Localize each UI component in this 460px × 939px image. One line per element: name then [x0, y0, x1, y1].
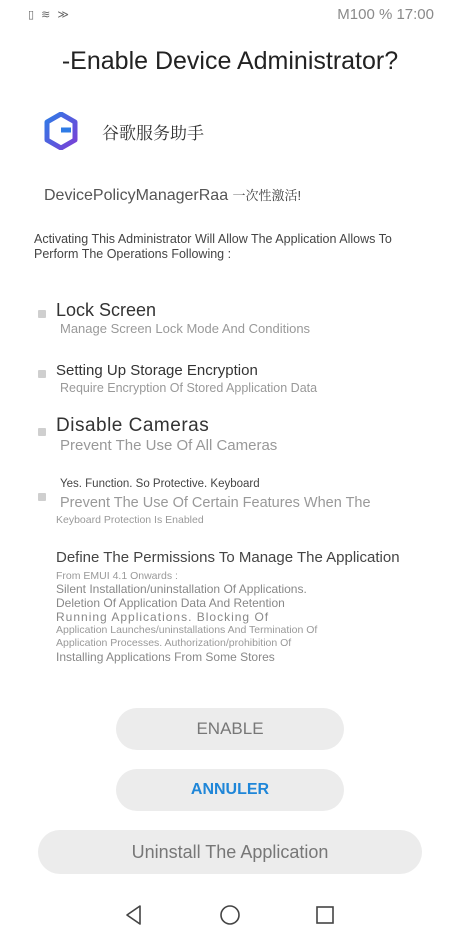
enable-button[interactable]: ENABLE	[116, 708, 344, 750]
details-line: Silent Installation/uninstallation Of Applications.	[56, 582, 307, 596]
intro-text: Activating This Administrator Will Allow The Application Allows To Perform The Operations Following :	[34, 232, 392, 261]
details-from: From EMUI 4.1 Onwards :	[56, 570, 178, 582]
cancel-button[interactable]: ANNULER	[116, 769, 344, 811]
status-bar	[0, 0, 460, 30]
details-line: Installing Applications From Some Stores	[56, 650, 275, 664]
uninstall-button[interactable]: Uninstall The Application	[38, 830, 422, 874]
app-logo-icon	[44, 112, 78, 150]
bullet-icon	[38, 370, 46, 378]
scroll-fade	[0, 668, 460, 708]
dialog-title: -Enable Device Administrator?	[61, 47, 399, 75]
back-icon[interactable]	[121, 902, 147, 928]
navigation-bar	[0, 898, 460, 932]
permission-title: Lock Screen	[56, 300, 157, 320]
details-line: Application Processes. Authorization/prohibition Of	[56, 637, 292, 649]
battery-clock-text: M100 % 17:00	[337, 6, 434, 23]
policy-name	[44, 185, 301, 205]
details-line: Application Launches/uninstallations And Termination Of	[56, 624, 318, 636]
permission-title: Disable Cameras	[56, 415, 210, 436]
permission-description: Require Encryption Of Stored Application Data	[60, 381, 318, 395]
details-line: Running Applications. Blocking Of	[56, 610, 270, 624]
status-icons: ▯ ≋ ≫	[28, 9, 71, 21]
policy-name-suffix: 一次性激活!	[232, 188, 302, 203]
permission-description: Prevent The Use Of All Cameras	[60, 437, 278, 454]
policy-name-text: DevicePolicyManagerRaa	[44, 187, 229, 204]
recents-icon[interactable]	[312, 902, 338, 928]
permission-note: Keyboard Protection Is Enabled	[56, 514, 204, 526]
bullet-icon	[38, 428, 46, 436]
bullet-icon	[38, 493, 46, 501]
permission-description: Manage Screen Lock Mode And Conditions	[60, 321, 311, 336]
details-line: Deletion Of Application Data And Retention	[56, 596, 285, 610]
app-row	[44, 112, 204, 150]
permission-description: Prevent The Use Of Certain Features When The	[60, 495, 371, 511]
app-name: 谷歌服务助手	[102, 123, 204, 143]
bullet-icon	[38, 310, 46, 318]
home-icon[interactable]	[217, 902, 243, 928]
permission-title: Yes. Function. So Protective. Keyboard	[60, 478, 260, 490]
permission-title: Setting Up Storage Encryption	[56, 362, 258, 379]
details-heading: Define The Permissions To Manage The Application	[56, 549, 400, 566]
